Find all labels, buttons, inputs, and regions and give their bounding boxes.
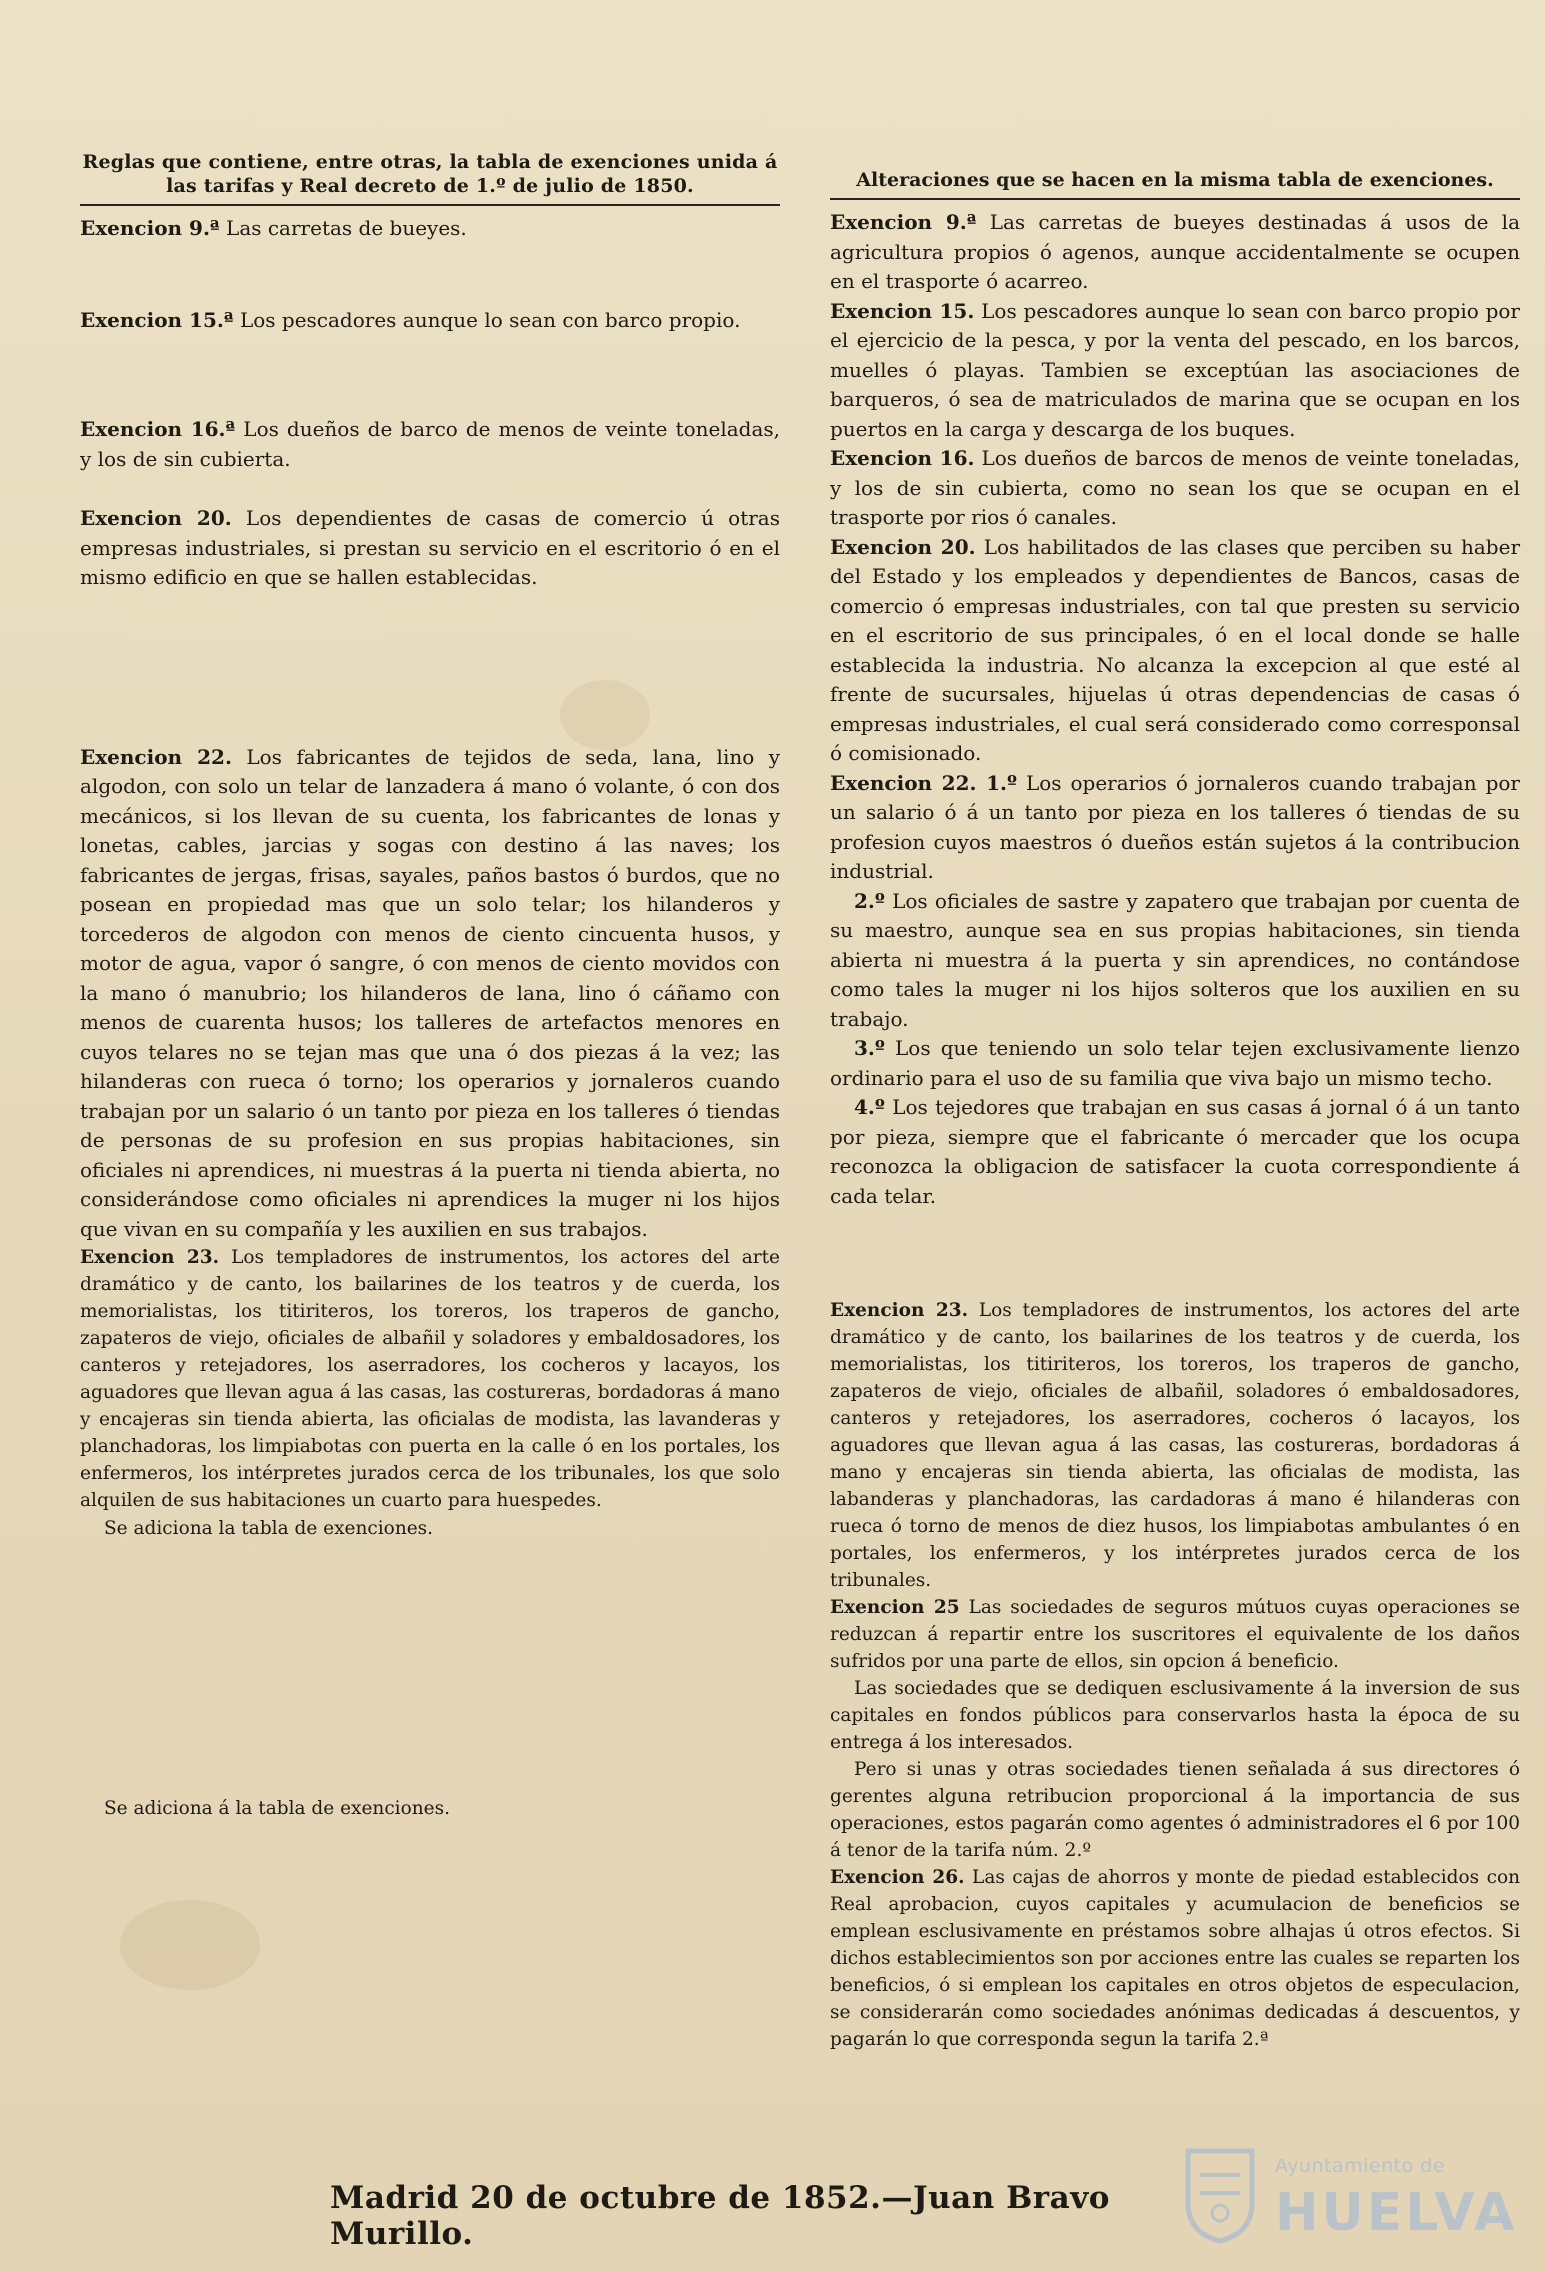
right-header: Alteraciones que se hacen en la misma tabla de exenciones. xyxy=(856,169,1494,191)
right-entry-25-c: Pero si unas y otras sociedades tienen señalada á sus directores ó gerentes alguna retribucion proporcional á la importancia de sus operaciones, estos pagarán como agentes ó administradores el 6 por 100 á tenor de la tarifa núm. 2.º xyxy=(830,1759,1520,1861)
crest-icon xyxy=(1180,2145,1260,2245)
left-note-1: Se adiciona la tabla de exenciones. xyxy=(104,1518,434,1539)
right-entry-20: Exencion 20. Los habilitados de las clases que perciben su haber del Estado y los empleados y dependientes de Bancos, casas de comercio ó empresas industriales, con tal que presten su servicio en el escritorio de sus principales, ó en el local donde se halle establecida la industria. No alcanza la excepcion al que esté al frente de sucursales, hijuelas ú otras dependencias de casas ó empresas industriales, el cual será considerado como corresponsal ó comisionado. xyxy=(830,534,1521,765)
watermark-big-text: HUELVA xyxy=(1275,2183,1518,2243)
right-entry-22-4: 4.º Los tejedores que trabajan en sus casas á jornal ó á un tanto por pieza, siempre que el fabricante ó mercader que los ocupa reconozca la obligacion de satisfacer la cuota correspondiente á cada telar. xyxy=(830,1095,1520,1208)
right-entry-22-2: 2.º Los oficiales de sastre y zapatero que trabajan por cuenta de su maestro, aunque sea en sus propias habitaciones, sin tienda abierta ni muestra á la puerta y sin aprendices, no contándose como tales la muger ni los hijos solteros que los auxilien en su trabajo. xyxy=(830,888,1520,1031)
header-rule xyxy=(80,204,780,206)
left-entry-15: Exencion 15.ª Los pescadores aunque lo sean con barco propio. xyxy=(80,307,741,332)
right-entry-22-3: 3.º Los que teniendo un solo telar tejen exclusivamente lienzo ordinario para el uso de su familia que viva bajo un mismo techo. xyxy=(830,1036,1520,1090)
right-entry-16: Exencion 16. Los dueños de barcos de menos de veinte toneladas, y los de sin cubierta, como no sean los que se ocupan en el trasporte por rios ó canales. xyxy=(830,446,1520,529)
header-rule xyxy=(830,198,1520,200)
left-entry-9: Exencion 9.ª Las carretas de bueyes. xyxy=(80,216,467,240)
left-entry-20: Exencion 20. Los dependientes de casas de comercio ú otras empresas industriales, si prestan su servicio en el escritorio ó en el mismo edificio en que se hallen establecidas. xyxy=(80,506,780,589)
right-entry-15: Exencion 15. Los pescadores aunque lo sean con barco propio por el ejercicio de la pesca, y por la venta del pescado, en los barcos, muelles ó playas. Tambien se exceptúan las asociaciones de barqueros, ó sea de matriculados de marina que se ocupan en los puertos en la carga y descarga de los buques. xyxy=(830,298,1520,441)
right-entry-25: Exencion 25 Las sociedades de seguros mútuos cuyas operaciones se reduzcan á repartir entre los suscritores el equivalente de los daños sufridos por una parte de ellos, sin opcion á beneficio. xyxy=(830,1597,1520,1672)
watermark-seal xyxy=(1180,2145,1520,2250)
left-note-2: Se adiciona á la tabla de exenciones. xyxy=(104,1797,450,1819)
left-entry-16: Exencion 16.ª Los dueños de barco de menos de veinte toneladas, y los de sin cubierta. xyxy=(80,417,780,471)
right-entry-23: Exencion 23. Los templadores de instrumentos, los actores del arte dramático y de canto, los bailarines de los teatros y de cuerda, los memorialistas, los titiriteros, los toreros, los traperos de gancho, zapateros de viejo, oficiales de albañil, soladores ó embaldosadores, canteros y retejadores, los aserradores, cocheros ó lacayos, los aguadores que llevan agua á las casas, las costureras, bordadoras á mano y encajeras sin tienda abierta, las oficialas de modista, las labanderas y planchadoras, las cardadoras á mano é hilanderas con rueca ó torno de menos de diez husos, los limpiabotas ambulantes ó en portales, los enfermeros, y los intérpretes jurados cerca de los tribunales. xyxy=(830,1300,1521,1591)
watermark-small-text: Ayuntamiento de xyxy=(1275,2155,1446,2177)
foxing-stain xyxy=(120,1900,260,1990)
right-entry-9: Exencion 9.ª Las carretas de bueyes destinadas á usos de la agricultura propios ó agenos, aunque accidentalmente se ocupen en el trasporte ó acarreo. xyxy=(830,210,1521,293)
right-column xyxy=(830,150,1520,2053)
signature-line: Madrid 20 de octubre de 1852.—Juan Bravo Murillo. xyxy=(330,2180,1110,2252)
left-entry-23: Exencion 23. Los templadores de instrumentos, los actores del arte dramático y de canto, los bailarines de los teatros y de cuerda, los memorialistas, los titiriteros, los toreros, los traperos de gancho, zapateros de viejo, oficiales de albañil y soladores y embaldosadores, los canteros y retejadores, los aserradores, los cocheros y lacayos, los aguadores que llevan agua á las casas, las costureras, bordadoras á mano y encajeras sin tienda abierta, las oficialas de modista, las lavanderas y planchadoras, los limpiabotas con puerta en la calle ó en los portales, los enfermeros, los intérpretes jurados cerca de los tribunales, los que solo alquilen de sus habitaciones un cuarto para huespedes. xyxy=(80,1247,780,1511)
right-entry-25-b: Las sociedades que se dediquen esclusivamente á la inversion de sus capitales en fondos públicos para conservarlos hasta la época de su entrega á los interesados. xyxy=(830,1678,1520,1753)
right-entry-26: Exencion 26. Las cajas de ahorros y monte de piedad establecidos con Real aprobacion, cuyos capitales y acumulacion de beneficios se emplean esclusivamente en préstamos sobre alhajas ú otros efectos. Si dichos establecimientos son por acciones entre las cuales se reparten los beneficios, ó si emplean los capitales en otros objetos de especulacion, se considerarán como sociedades anónimas dedicadas á descuentos, y pagarán lo que corresponda segun la tarifa 2.ª xyxy=(830,1867,1520,2050)
right-entry-22-1: Exencion 22. 1.º Los operarios ó jornaleros cuando trabajan por un salario ó á un tanto por pieza en los talleres ó tiendas de su profesion cuyos maestros ó dueños están sujetos á la contribucion industrial. xyxy=(830,770,1520,883)
left-entry-22: Exencion 22. Los fabricantes de tejidos de seda, lana, lino y algodon, con solo un telar de lanzadera á mano ó volante, ó con dos mecánicos, si los llevan de su cuenta, los fabricantes de lonas y lonetas, cables, jarcias y sogas con destino á las naves; los fabricantes de jergas, frisas, sayales, paños bastos ó burdos, que no posean en propiedad mas que un solo telar; los hilanderos y torcederos de algodon con menos de ciento cincuenta husos, y motor de agua, vapor ó sangre, ó con menos de ciento movidos con la mano ó manubrio; los hilanderos de lana, lino ó cáñamo con menos de cuarenta husos; los talleres de artefactos menores en cuyos telares no se tejan mas que una ó dos piezas á la vez; las hilanderas con rueca ó torno; los operarios y jornaleros cuando trabajan por un salario ó un tanto por pieza en los talleres ó tiendas de personas de su profesion en sus propias habitaciones, sin oficiales ni aprendices, ni muestras á la puerta ni tienda abierta, no considerándose como oficiales ni aprendices la muger ni los hijos que vivan en su compañía y les auxilien en sus trabajos. xyxy=(80,744,780,1241)
left-column xyxy=(80,150,780,1823)
left-header: Reglas que contiene, entre otras, la tabla de exenciones unida á las tarifas y Real decreto de 1.º de julio de 1850. xyxy=(82,151,778,197)
